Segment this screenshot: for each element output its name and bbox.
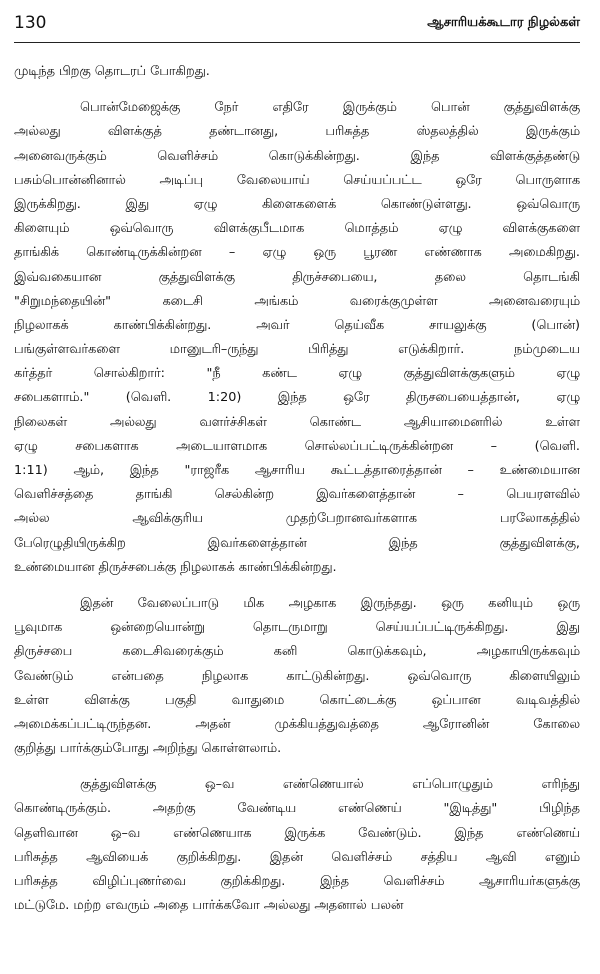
paragraph [14,60,580,84]
text-line: வேண்டும் என்பதை நிழலாக காட்டுகின்றது. ஒவ்வொரு கிளையிலும் [14,668,580,684]
paragraph-gap [14,580,580,592]
text-line: வெளிச்சத்தை தாங்கி செல்கின்ற இவர்களைத்தான் – பெயரளவில் [14,487,580,503]
text-line: "சிறுமந்தையின்" கடைசி அங்கம் வரைக்குமுள்ள அனைவரையும் [14,293,580,309]
text-line: நிலைகள் அல்லது வளர்ச்சிகள் கொண்ட ஆசியாமைனரில் உள்ள [14,414,580,430]
text-line: உண்மையான திருச்சபைக்கு நிழலாகக் காண்பிக்கின்றது. [14,559,337,575]
paragraph [14,96,580,580]
paragraph [14,773,580,918]
text-line: கிளையும் ஒவ்வொரு விளக்குபீடமாக மொத்தம் ஏழு விளக்குகளை [14,221,580,237]
text-line: நிழலாகக் காண்பிக்கின்றது. அவர் தெய்வீக சாயலுக்கு (பொன்) [14,317,580,333]
text-line: கொண்டிருக்கும். அதற்கு வேண்டிய எண்ணெய் "இடித்து" பிழிந்த [14,801,580,817]
text-line: உள்ள விளக்கு பகுதி வாதுமை கொட்டைக்கு ஒப்பான வடிவத்தில் [14,692,580,708]
text-line: கர்த்தர் சொல்கிறார்: "நீ கண்ட ஏழு குத்துவிளக்குகளும் ஏழு [14,366,580,382]
text-line: அனைவருக்கும் வெளிச்சம் கொடுக்கின்றது. இந்த விளக்குத்தண்டு [14,148,580,164]
text-line: அமைக்கப்பட்டிருந்தன. அதன் முக்கியத்துவத்தை ஆரோனின் கோலை [14,716,580,732]
text-line: திருச்சபை கடைசிவரைக்கும் கனி கொடுக்கவும், அழகாயிருக்கவும் [14,644,580,660]
text-line: பரிசுத்த விழிப்புணர்வை குறிக்கிறது. இந்த வெளிச்சம் ஆசாரியர்களுக்கு [14,874,580,889]
text-line: பரிசுத்த ஆவியைக் குறிக்கிறது. இதன் வெளிச்சம் சத்திய ஆவி எனும் [14,849,580,865]
text-line: பசும்பொன்னினால் அடிப்பு வேலையாய் செய்யப்பட்ட ஒரே பொருளாக [14,172,580,188]
text-line: குறித்து பார்க்கும்போது அறிந்து கொள்ளலாம். [14,741,282,757]
text-line: பூவுமாக ஒன்றையொன்று தொடருமாறு செய்யப்பட்டிருக்கிறது. இது [14,620,580,636]
running-title: ஆசாரியக்கூடார நிழல்கள் [427,15,580,30]
text-line: ஏழு சபைகளாக அடையாளமாக சொல்லப்பட்டிருக்கின்றன – (வெளி. [14,438,580,454]
page-number: 130 [14,13,47,33]
text-line: இருக்கிறது. இது ஏழு கிளைகளைக் கொண்டுள்ளது. ஒவ்வொரு [14,196,580,212]
text-line: 1:11) ஆம், இந்த "ராஜரீக ஆசாரிய கூட்டத்தாரைத்தான் – உண்மையான [14,463,580,478]
text-line: மட்டுமே. மற்ற எவரும் அதை பார்க்கவோ அல்லது அதனால் பலன் [14,898,404,914]
paragraph-gap [14,84,580,96]
header-rule [14,42,580,43]
text-line: குத்துவிளக்கு ஒ–வ எண்ணெயால் எப்பொழுதும் எரிந்து [80,777,580,793]
body-text [14,60,580,918]
text-line: முடிந்த பிறகு தொடரப் போகிறது. [14,64,210,79]
paragraph-gap [14,761,580,773]
text-line: இவ்வகையான குத்துவிளக்கு திருச்சபையை, தலை தொடங்கி [14,269,580,285]
text-line: தாங்கிக் கொண்டிருக்கின்றன – ஏழு ஒரு பூரண எண்ணாக அமைகிறது. [14,245,580,261]
paragraph [14,592,580,761]
text-line: பங்குள்ளவர்களை மானுடரி–ருந்து பிரித்து எடுக்கிறார். நம்முடைய [14,342,580,358]
text-line: அல்ல ஆவிக்குரிய முதற்பேறானவர்களாக பரலோகத்தில் [14,511,580,527]
text-line: இதன் வேலைப்பாடு மிக அழகாக இருந்தது. ஒரு கனியும் ஒரு [80,595,580,611]
text-line: அல்லது விளக்குத் தண்டானது, பரிசுத்த ஸ்தலத்தில் இருக்கும் [14,124,580,140]
page-header [14,8,580,38]
text-line: பொன்மேஜைக்கு நேர் எதிரே இருக்கும் பொன் குத்துவிளக்கு [80,100,580,116]
text-line: சபைகளாம்." (வெளி. 1:20) இந்த ஒரே திருசபையைத்தான், ஏழு [14,390,580,406]
text-line: தெளிவான ஒ–வ எண்ணெயாக இருக்க வேண்டும். இந்த எண்ணெய் [14,825,580,841]
text-line: பேரெழுதியிருக்கிற இவர்களைத்தான் இந்த குத்துவிளக்கு, [14,535,580,551]
